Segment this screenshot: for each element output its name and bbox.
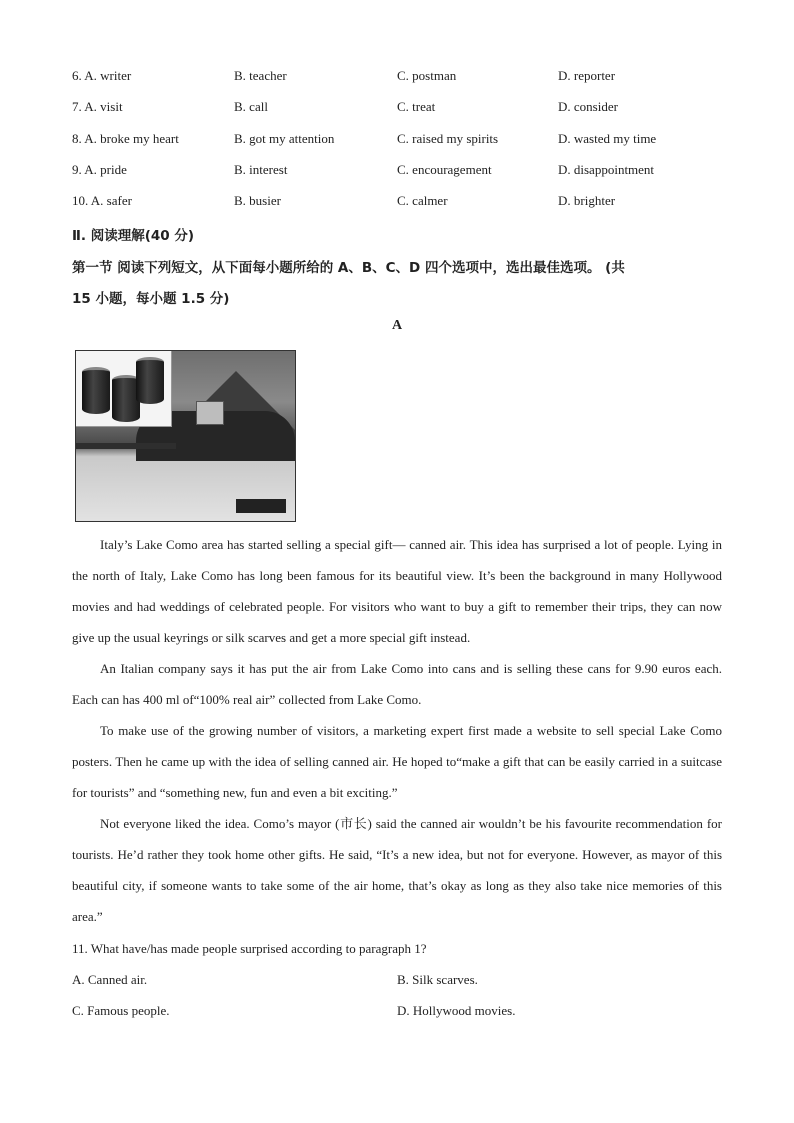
question-11: 11. What have/has made people surprised according to paragraph 1?	[72, 941, 427, 956]
option: D. wasted my time	[558, 131, 657, 146]
paragraph-2: An Italian company says it has put the air from Lake Como into cans and is selling these cans for 9.90 euros each. Each can has 400 ml of“100% real air” collected from Lake Como.	[72, 661, 722, 707]
option: B. teacher	[234, 68, 287, 83]
lake-como-photo	[75, 350, 296, 522]
option: 8. A. broke my heart	[72, 131, 179, 146]
can-icon	[136, 357, 164, 404]
option: 10. A. safer	[72, 193, 132, 208]
option: C. encouragement	[397, 162, 492, 177]
option: C. raised my spirits	[397, 131, 499, 146]
option: C. postman	[397, 68, 457, 83]
option: D. brighter	[558, 193, 616, 208]
option: 9. A. pride	[72, 162, 127, 177]
section-title: Ⅱ. 阅读理解(40 分)	[72, 228, 195, 244]
instruction-line-1: 第一节 阅读下列短文，从下面每小题所给的 A、B、C、D 四个选项中，选出最佳选项。 (共	[72, 260, 625, 276]
option: D. consider	[558, 99, 618, 114]
paragraph-1: Italy’s Lake Como area has started selling a special gift— canned air. This idea has surprised a lot of people. Lying in the north of Italy, Lake Como has long been famous for its beautiful view. It’s been the background in many Hollywood movies and had weddings of celebrated people. For visitors who want to buy a gift to remember their trips, they can now give up the usual keyrings or silk scarves and get a more special gift instead.	[72, 537, 722, 645]
answer-d: D. Hollywood movies.	[397, 1003, 516, 1018]
paragraph-4: Not everyone liked the idea. Como’s mayor (市长) said the canned air wouldn’t be his favourite recommendation for tourists. He’d rather they took home other gifts. He said, “It’s a new idea, but not for everyone. However, as mayor of this beautiful city, if someone wants to take some of the air home, that’s okay as long as they also take nice memories of this area.”	[72, 816, 722, 924]
option: C. treat	[397, 99, 436, 114]
answer-a: A. Canned air.	[72, 972, 148, 987]
boat-shape	[236, 499, 286, 513]
answer-b: B. Silk scarves.	[397, 972, 478, 987]
can-icon	[82, 367, 110, 414]
option: B. got my attention	[234, 131, 335, 146]
option: 7. A. visit	[72, 99, 123, 114]
paragraph-3: To make use of the growing number of visitors, a marketing expert first made a website to sell special Lake Como posters. Then he came up with the idea of selling canned air. He hoped to“make a gift that can be easily carried in a suitcase for tourists” and “something new, fun and even a bit exciting.”	[72, 723, 722, 800]
option: C. calmer	[397, 193, 448, 208]
answer-c: C. Famous people.	[72, 1003, 170, 1018]
instruction-line-2: 15 小题，每小题 1.5 分)	[72, 291, 230, 307]
option: B. busier	[234, 193, 281, 208]
option: B. call	[234, 99, 268, 114]
passage-body	[72, 529, 722, 932]
shore-shape	[76, 443, 176, 449]
option: D. disappointment	[558, 162, 655, 177]
villa-shape	[196, 401, 224, 425]
passage-label: A	[391, 318, 403, 333]
option: D. reporter	[558, 68, 616, 83]
option: B. interest	[234, 162, 288, 177]
option: 6. A. writer	[72, 68, 132, 83]
canned-air-inset	[76, 351, 172, 427]
